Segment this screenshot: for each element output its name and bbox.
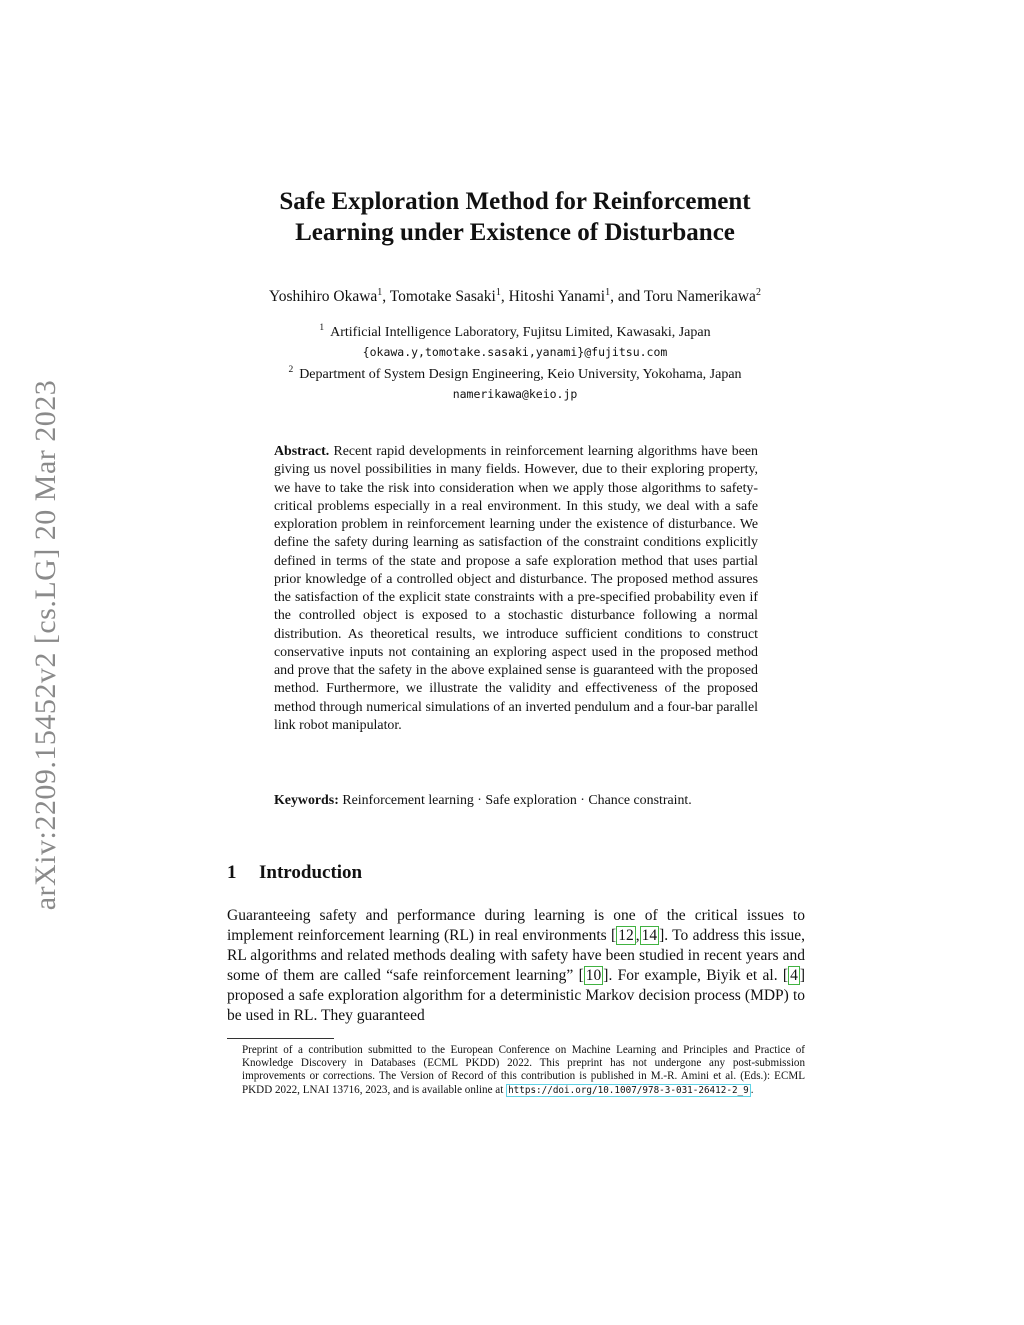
author-name: Toru Namerikawa — [643, 288, 756, 305]
citation-link[interactable]: 12 — [618, 927, 634, 945]
author-name: Yoshihiro Okawa — [269, 288, 378, 305]
author-affiliation-mark: 2 — [755, 287, 761, 298]
affiliations — [150, 319, 880, 403]
paper-title — [200, 186, 830, 248]
author-affiliation-mark: 1 — [605, 287, 611, 298]
intro-text: ] proposed a safe exploration algorithm for a deterministic Markov decision process (MDP) to be used in RL. They guaranteed — [227, 967, 805, 1025]
intro-text: ]. To address this issue, RL algorithms and related methods dealing with safety have been studied in recent years and some of them are called “safe reinforcement learning” [ — [227, 927, 805, 985]
affiliation-name: Department of System Design Engineering, Keio University, Yokohama, Japan — [299, 367, 742, 383]
author-separator: , — [500, 288, 509, 305]
author-affiliation-mark: 1 — [377, 287, 383, 298]
section-title: Introduction — [259, 862, 363, 883]
author-separator: , — [382, 288, 390, 305]
title-line-2: Learning under Existence of Disturbance — [295, 219, 735, 246]
keywords-text: Reinforcement learning · Safe exploration · Chance constraint. — [342, 793, 692, 808]
author-separator: , and — [610, 288, 644, 305]
doi-link[interactable]: https://doi.org/10.1007/978-3-031-26412-2_9 — [508, 1084, 749, 1096]
author-list — [150, 283, 880, 307]
citation-separator: , — [635, 927, 640, 945]
citation-link[interactable]: 4 — [790, 967, 798, 985]
affiliation-email[interactable]: {okawa.y,tomotake.sasaki,yanami}@fujitsu.com — [362, 344, 668, 359]
affiliation-2 — [150, 361, 880, 385]
footnote-text: Preprint of a contribution submitted to the European Conference on Machine Learning and Principles and Practice of Knowledge Discovery in Databases (ECML PKDD) 2022. This preprint has not undergone any post-submission improvements or corrections. The Version of Record of this contribution is published in M.-R. Amini et al. (Eds.): ECML PKDD 2022, LNAI 13716, 2023, and is available online at — [242, 1044, 805, 1096]
abstract-text: Recent rapid developments in reinforcement learning algorithms have been giving us novel possibilities in many fields. However, due to their exploring property, we have to take the risk into consideration when we apply those algorithms to safety-critical problems especially in a real environment. In this study, we deal with a safe exploration problem in reinforcement learning under the existence of disturbance. We define the safety during learning as satisfaction of the constraint conditions explicitly defined in terms of the state and propose a safe exploration method that uses partial prior knowledge of a controlled object and disturbance. The proposed method assures the satisfaction of the explicit state constraints with a pre-specified probability even if the controlled object is exposed to a stochastic disturbance following a normal distribution. As theoretical results, we introduce sufficient conditions to construct conservative inputs not containing an exploring aspect used in the proposed method and prove that the safety in the above explained sense is guaranteed with the proposed method. Furthermore, we illustrate the validity and effectiveness of the proposed method through numerical simulations of an inverted pendulum and a four-bar parallel link robot manipulator. — [274, 444, 758, 733]
footnote — [242, 1044, 805, 1097]
intro-text: Guaranteeing safety and performance during learning is one of the critical issues to implement reinforcement learning (RL) in real environments [ — [227, 907, 805, 945]
introduction-paragraph — [227, 906, 805, 1027]
citation-link[interactable]: 10 — [585, 967, 602, 985]
title-line-1: Safe Exploration Method for Reinforcement — [279, 188, 751, 215]
keywords — [274, 792, 758, 810]
section-number: 1 — [227, 862, 237, 883]
affiliation-email[interactable]: namerikawa@keio.jp — [452, 386, 578, 401]
abstract-label: Abstract. — [274, 444, 330, 459]
author-affiliation-mark: 1 — [495, 287, 501, 298]
section-heading — [227, 862, 362, 884]
intro-text: ]. For example, Biyik et al. [ — [603, 967, 789, 985]
affiliation-1 — [150, 319, 880, 343]
affiliation-mark: 1 — [319, 323, 325, 333]
affiliation-mark: 2 — [288, 365, 294, 376]
author-name: Tomotake Sasaki — [389, 288, 496, 305]
citation-link[interactable]: 14 — [641, 927, 658, 945]
affiliation-name: Artificial Intelligence Laboratory, Fujitsu Limited, Kawasaki, Japan — [330, 325, 711, 340]
author-name: Hitoshi Yanami — [508, 288, 606, 305]
footnote-divider — [227, 1038, 334, 1039]
keywords-label: Keywords: — [274, 793, 339, 808]
abstract — [274, 443, 758, 735]
footnote-end: . — [750, 1083, 754, 1096]
arxiv-side-stamp[interactable]: arXiv:2209.15452v2 [cs.LG] 20 Mar 2023 — [29, 379, 62, 911]
